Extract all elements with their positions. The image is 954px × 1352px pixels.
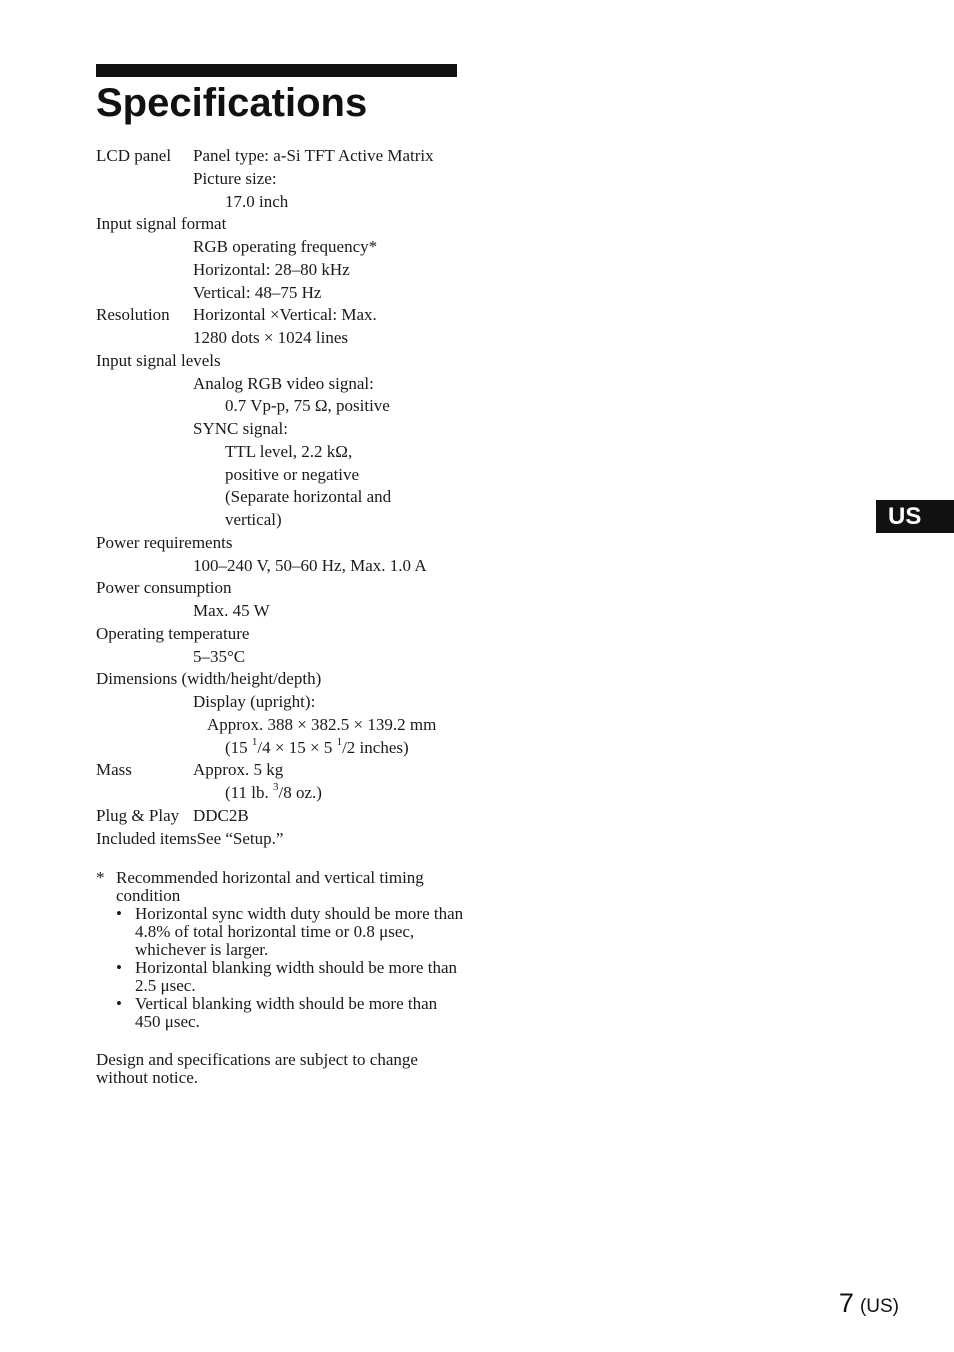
spec-value: Display (upright): [193, 692, 316, 711]
spec-label: Input signal format [96, 214, 227, 234]
spec-value: 0.7 Vp-p, 75 Ω, positive [225, 396, 390, 416]
spec-value: 17.0 inch [225, 191, 289, 211]
asterisk: * [96, 868, 105, 887]
list-item: • Vertical blanking width should be more than 450 μsec. [116, 994, 438, 1031]
spec-lcd-panel [96, 145, 496, 168]
list-item: • Horizontal sync width duty should be more than 4.8% of total horizontal time or 0.8 μsec, whichever is larger. [116, 904, 464, 959]
spec-value: positive or negative [225, 464, 360, 484]
spec-label: Power consumption [96, 578, 232, 598]
spec-value: DDC2B [193, 805, 249, 825]
spec-label: Plug & Play [96, 805, 180, 825]
spec-value: (Separate horizontal and [225, 487, 392, 507]
specifications-list [96, 145, 496, 850]
spec-value: 1280 dots × 1024 lines [193, 328, 349, 347]
timing-footnote [96, 869, 466, 1031]
spec-label: LCD panel [96, 146, 172, 165]
spec-value: Picture size: [193, 168, 277, 188]
footnote-heading: Recommended horizontal and vertical timing condition [116, 868, 424, 905]
spec-value: 5–35°C [193, 646, 246, 666]
spec-value: (15 $^1$/4 × 15 × 5 $^1$/2 inches) [225, 735, 409, 757]
spec-value: (11 lb. $^3$/8 oz.) [225, 781, 322, 802]
spec-included-items [96, 828, 496, 851]
page-number: 7 (US) [838, 1288, 899, 1318]
spec-value: Vertical: 48–75 Hz [193, 282, 322, 302]
spec-label: Input signal levels [96, 350, 221, 370]
spec-value: Horizontal: 28–80 kHz [193, 259, 350, 279]
spec-power-requirements [96, 532, 496, 555]
spec-value: RGB operating frequency* [193, 237, 378, 256]
page-title: Specifications [96, 81, 368, 125]
spec-mass [96, 759, 496, 782]
spec-power-consumption [96, 577, 496, 600]
spec-label: Resolution [96, 305, 170, 325]
list-item: • Horizontal blanking width should be more than 2.5 μsec. [116, 958, 457, 995]
spec-label: Power requirements [96, 532, 233, 552]
spec-label: Operating temperature [96, 623, 250, 643]
spec-label: Mass [96, 760, 132, 780]
disclaimer: Design and specifications are subject to change without notice. [96, 1050, 418, 1087]
spec-value: Horizontal ×Vertical: Max. [193, 305, 377, 325]
spec-resolution [96, 304, 496, 327]
spec-plug-and-play [96, 805, 496, 828]
spec-value: Approx. 5 kg [193, 760, 284, 780]
spec-value: TTL level, 2.2 kΩ, [225, 441, 353, 461]
spec-value: 100–240 V, 50–60 Hz, Max. 1.0 A [193, 555, 427, 575]
spec-label: Included items [96, 828, 197, 848]
spec-value: SYNC signal: [193, 419, 288, 438]
spec-value: See “Setup.” [196, 828, 284, 848]
spec-value: Analog RGB video signal: [193, 373, 374, 393]
language-tab: US [876, 500, 954, 533]
spec-label: Dimensions (width/height/depth) [96, 669, 322, 689]
bullet-icon: • [116, 994, 122, 1013]
spec-value: Approx. 388 × 382.5 × 139.2 mm [207, 714, 437, 734]
bullet-icon: • [116, 958, 122, 977]
spec-value: Panel type: a-Si TFT Active Matrix [193, 146, 434, 165]
spec-input-signal-levels [96, 350, 496, 373]
spec-value: Max. 45 W [193, 601, 270, 620]
spec-value: vertical) [225, 510, 282, 529]
spec-operating-temperature [96, 623, 496, 646]
spec-dimensions [96, 668, 496, 691]
bullet-icon: • [116, 904, 122, 923]
spec-input-signal-format [96, 213, 496, 236]
